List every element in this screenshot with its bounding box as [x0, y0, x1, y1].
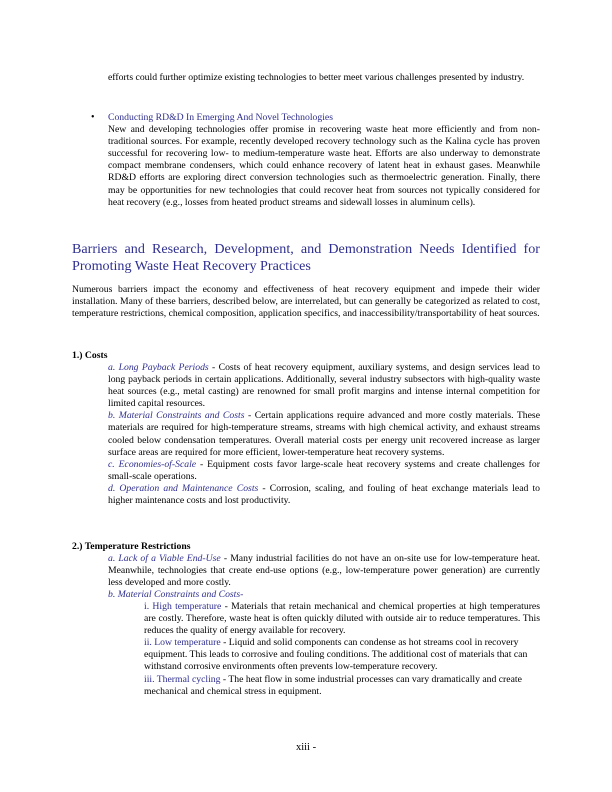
item-label: b. Material Constraints and Costs	[108, 410, 245, 422]
page-number: xiii -	[295, 742, 317, 753]
material-sublist	[144, 601, 540, 698]
temperature-heading: 2.) Temperature Restrictions	[72, 541, 191, 552]
sublist-item	[144, 601, 540, 637]
section-heading: Barriers and Research, Development, and Demonstration Needs Identified for Promoting Waste Heat Recovery Practices	[72, 241, 540, 274]
costs-list	[108, 362, 540, 507]
sublist-item	[144, 674, 540, 698]
item-text: - Certain applications require advanced and more costly materials. These materials are required for high-temperature streams, streams with high chemical activity, and exhaust streams cooled below condensation temperatures. Overall material costs per energy unit recovered increase as larger surface areas are required for more efficient, lower-temperature heat recovery systems.	[108, 410, 540, 458]
subitem-label: iii. Thermal cycling	[144, 673, 221, 685]
list-item	[108, 483, 540, 507]
bullet-text: New and developing technologies offer promise in recovering waste heat more efficiently and from non-traditional sources. For example, recently developed recovery technology such as the Kalina cycle has proven successful for recovering low- to medium-temperature waste heat. Efforts are also underway to demonstrate compact membrane condensers, which could enhance recovery of latent heat in exhaust gases. Meanwhile RD&D efforts are exploring direct conversion technologies such as thermoelectric generation. Finally, there may be opportunities for new technologies that could recover heat from sources not typically considered for heat recovery (e.g., losses from heated product streams and sidewall losses in aluminum cells).	[108, 124, 540, 208]
item-label: d. Operation and Maintenance Costs	[108, 482, 259, 494]
bullet-symbol: •	[91, 112, 95, 123]
item-label: a. Lack of a Viable End-Use	[108, 553, 221, 564]
list-item	[108, 589, 540, 601]
item-text: - Corrosion, scaling, and fouling of heat exchange materials lead to higher maintenance costs and lost productivity.	[108, 482, 541, 507]
continuation-paragraph: efforts could further optimize existing technologies to better meet various challenges presented by industry.	[108, 72, 525, 83]
item-label: a. Long Payback Periods	[108, 362, 209, 373]
subitem-label: i. High temperature	[144, 601, 222, 612]
subitem-label: ii. Low temperature	[144, 637, 221, 649]
item-label: c. Economies-of-Scale	[108, 458, 197, 470]
list-item	[108, 459, 540, 483]
item-text: - Costs of heat recovery equipment, auxiliary systems, and design services lead to long payback periods in certain applications. Additionally, several industry subsectors with high-quality waste heat sources (e.g., metal casting) are renowned for small profit margins and intense internal competition for limited capital resources.	[108, 362, 540, 410]
list-item	[108, 410, 540, 458]
sublist-item	[144, 637, 540, 673]
intro-paragraph: Numerous barriers impact the economy and effectiveness of heat recovery equipment and impede their wider installation. Many of these barriers, described below, are interrelated, but can generally be categorized as related to cost, temperature restrictions, chemical composition, application specifics, and inaccessibility/transportability of heat sources.	[72, 284, 540, 320]
costs-heading: 1.) Costs	[72, 350, 108, 361]
item-text: - Many industrial facilities do not have an on-site use for low-temperature heat. Meanwhile, technologies that create end-use options (e.g., low-temperature power generation) are currently less developed and more costly.	[108, 553, 540, 589]
item-text: - Equipment costs favor large-scale heat recovery systems and create challenges for small-scale operations.	[108, 458, 540, 482]
bullet-title: Conducting RD&D In Emerging And Novel Technologies	[108, 112, 333, 123]
temperature-list	[108, 553, 540, 601]
subitem-text: - Liquid and solid components can condense as hot streams cool in recovery equipment. This leads to corrosive and fouling conditions. The additional cost of materials that can withstand corrosive environments often prevents low-temperature recovery.	[144, 637, 528, 673]
subitem-text: - Materials that retain mechanical and chemical properties at high temperatures are costly. Therefore, waste heat is often quickly diluted with outside air to reduce temperatures. This reduces the quality of energy available for recovery.	[144, 601, 541, 637]
list-item	[108, 362, 540, 410]
bullet-item	[108, 112, 540, 209]
item-label: b. Material Constraints and Costs-	[108, 589, 244, 601]
subitem-text: - The heat flow in some industrial processes can vary dramatically and create mechanical and chemical stress in equipment.	[144, 673, 522, 697]
list-item	[108, 553, 540, 589]
